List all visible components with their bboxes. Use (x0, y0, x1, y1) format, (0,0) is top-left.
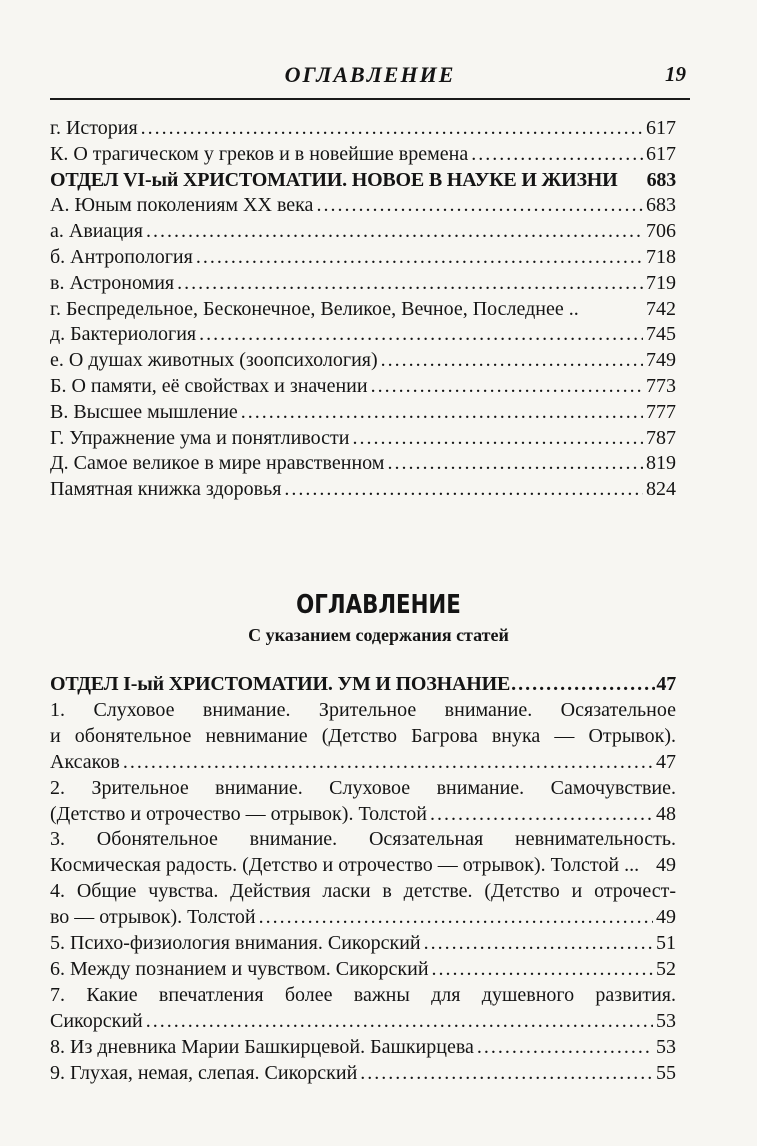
toc-entry-label: Д. Самое великое в мире нравственном (50, 452, 385, 475)
toc-entry-page: 53 (656, 1009, 676, 1032)
section-subtitle: С указанием содержания статей (248, 625, 509, 645)
toc-entry (50, 245, 676, 271)
toc-entry (50, 853, 676, 879)
toc-entry-page: 47 (656, 673, 676, 695)
toc-entry-label: Аксаков (50, 750, 120, 773)
toc-entry-label: е. О душах животных (зоопсихология) (50, 349, 378, 372)
leader-dots (471, 142, 643, 168)
toc-entry (50, 1009, 676, 1035)
leader-dots (430, 802, 653, 828)
toc-entry-page: 745 (646, 323, 676, 346)
toc-entry-page: 683 (646, 168, 676, 191)
leader-dots (387, 451, 643, 477)
toc-entry-page: 742 (646, 297, 676, 320)
toc-entry-page: 51 (656, 932, 676, 955)
toc-entry-page: 49 (656, 906, 676, 929)
toc-entry-label: г. История (50, 117, 138, 139)
toc-entry-line: 1. Слуховое внимание. Зрительное внимание. Осязательное (50, 698, 676, 721)
toc-entry-label: В. Высшее мышление (50, 400, 238, 423)
toc-entry-label: 8. Из дневника Марии Башкирцевой. Башкирцева (50, 1035, 474, 1058)
toc-entry (50, 477, 676, 503)
toc-entry-label: К. О трагическом у греков и в новейшие времена (50, 142, 469, 165)
toc-entry (50, 271, 676, 297)
leader-dots (352, 426, 643, 452)
toc-entry (50, 931, 676, 957)
toc-entry-label: Б. О памяти, её свойствах и значении (50, 374, 368, 397)
leader-dots (381, 348, 643, 374)
toc-continuation (50, 116, 676, 503)
leader-dots (284, 477, 643, 503)
toc-entry (50, 750, 676, 776)
toc-entry-page: 617 (646, 142, 676, 165)
section-title: ОГЛАВЛЕНИЕ (296, 590, 461, 620)
toc-entry-label: Сикорский (50, 1009, 143, 1032)
toc-entry-page: 55 (656, 1061, 676, 1084)
toc-entry (50, 193, 676, 219)
toc-entry (50, 219, 676, 245)
leader-dots (432, 957, 653, 983)
leader-dots (241, 400, 643, 426)
toc-entry-label: во — отрывок). Толстой (50, 906, 256, 929)
toc-entry-line: 7. Какие впечатления более важны для душевного развития. (50, 983, 676, 1006)
toc-entry-page: 706 (646, 220, 676, 243)
toc-entry (50, 142, 676, 168)
toc-entry (50, 322, 676, 348)
toc-entry-line: 4. Общие чувства. Действия ласки в детстве. (Детство и отрочест- (50, 880, 676, 903)
leader-dots (146, 1009, 653, 1035)
toc-entry-page: 824 (646, 478, 676, 501)
toc-entry (50, 905, 676, 931)
toc-entry-page: 617 (646, 117, 676, 139)
toc-entry-page: 719 (646, 271, 676, 294)
toc-entry-page: 749 (646, 349, 676, 372)
leader-dots (360, 1061, 653, 1087)
toc-entry (50, 802, 676, 828)
toc-entry-page: 47 (656, 750, 676, 773)
toc-entry-label: в. Астрономия (50, 271, 175, 294)
leader-dots (199, 322, 643, 348)
leader-dots (477, 1035, 653, 1061)
leader-dots (424, 931, 653, 957)
leader-dots (141, 116, 643, 142)
toc-entry-label: 6. Между познанием и чувством. Сикорский (50, 957, 429, 980)
toc-entry-label: 5. Психо-физиология внимания. Сикорский (50, 932, 421, 955)
toc-entry-label: ОТДЕЛ I-ый ХРИСТОМАТИИ. УМ И ПОЗНАНИЕ (50, 673, 511, 695)
toc-entry (50, 297, 676, 323)
leader-dots (511, 672, 655, 698)
toc-entry-label: г. Беспредельное, Бесконечное, Великое, Вечное, Последнее .. (50, 297, 579, 320)
toc-entry-label: б. Антропология (50, 245, 193, 268)
toc-entry-label: ОТДЕЛ VI-ый ХРИСТОМАТИИ. НОВОЕ В НАУКЕ И ЖИЗНИ (50, 168, 618, 191)
leader-dots (316, 193, 643, 219)
toc-entry-page: 52 (656, 957, 676, 980)
toc-entry-page: 819 (646, 452, 676, 475)
leader-dots (259, 905, 653, 931)
header-title: ОГЛАВЛЕНИЕ (284, 62, 456, 87)
toc-entry-page: 49 (656, 854, 676, 877)
toc-entry (50, 451, 676, 477)
leader-dots (371, 374, 643, 400)
toc-entry-line: и обонятельное невнимание (Детство Багрова внука — Отрывок). (50, 724, 676, 747)
toc-detailed (50, 672, 676, 1087)
toc-entry (50, 1061, 676, 1087)
leader-dots (177, 271, 643, 297)
toc-entry-label: А. Юным поколениям XX века (50, 194, 314, 217)
toc-entry (50, 374, 676, 400)
toc-entry-page: 53 (656, 1035, 676, 1058)
toc-entry-label: Г. Упражнение ума и понятливости (50, 426, 350, 449)
toc-entry-line: 3. Обонятельное внимание. Осязательная невнимательность. (50, 828, 676, 851)
toc-entry-page: 773 (646, 374, 676, 397)
toc-part-heading (50, 168, 676, 194)
toc-entry (50, 348, 676, 374)
toc-entry (50, 957, 676, 983)
leader-dots (123, 750, 653, 776)
toc-entry-page: 48 (656, 802, 676, 825)
toc-entry-label: Памятная книжка здоровья (50, 478, 282, 501)
toc-entry (50, 1035, 676, 1061)
toc-entry-line: 2. Зрительное внимание. Слуховое внимание. Самочувствие. (50, 776, 676, 799)
toc-entry-label: Космическая радость. (Детство и отрочество — отрывок). Толстой ... (50, 854, 640, 877)
toc-entry-page: 718 (646, 245, 676, 268)
toc-entry (50, 426, 676, 452)
toc-part-heading (50, 672, 676, 698)
running-header (50, 60, 690, 100)
toc-entry-page: 787 (646, 426, 676, 449)
toc-entry-label: 9. Глухая, немая, слепая. Сикорский (50, 1061, 358, 1084)
toc-entry-label: (Детство и отрочество — отрывок). Толстой (50, 802, 427, 825)
toc-entry-page: 683 (646, 194, 676, 217)
header-page-number: 19 (665, 62, 686, 86)
toc-entry-label: а. Авиация (50, 220, 143, 243)
toc-entry-page: 777 (646, 400, 676, 423)
leader-dots (196, 245, 643, 271)
toc-entry (50, 116, 676, 142)
leader-dots (146, 219, 643, 245)
toc-entry-label: д. Бактериология (50, 323, 197, 346)
toc-entry (50, 400, 676, 426)
